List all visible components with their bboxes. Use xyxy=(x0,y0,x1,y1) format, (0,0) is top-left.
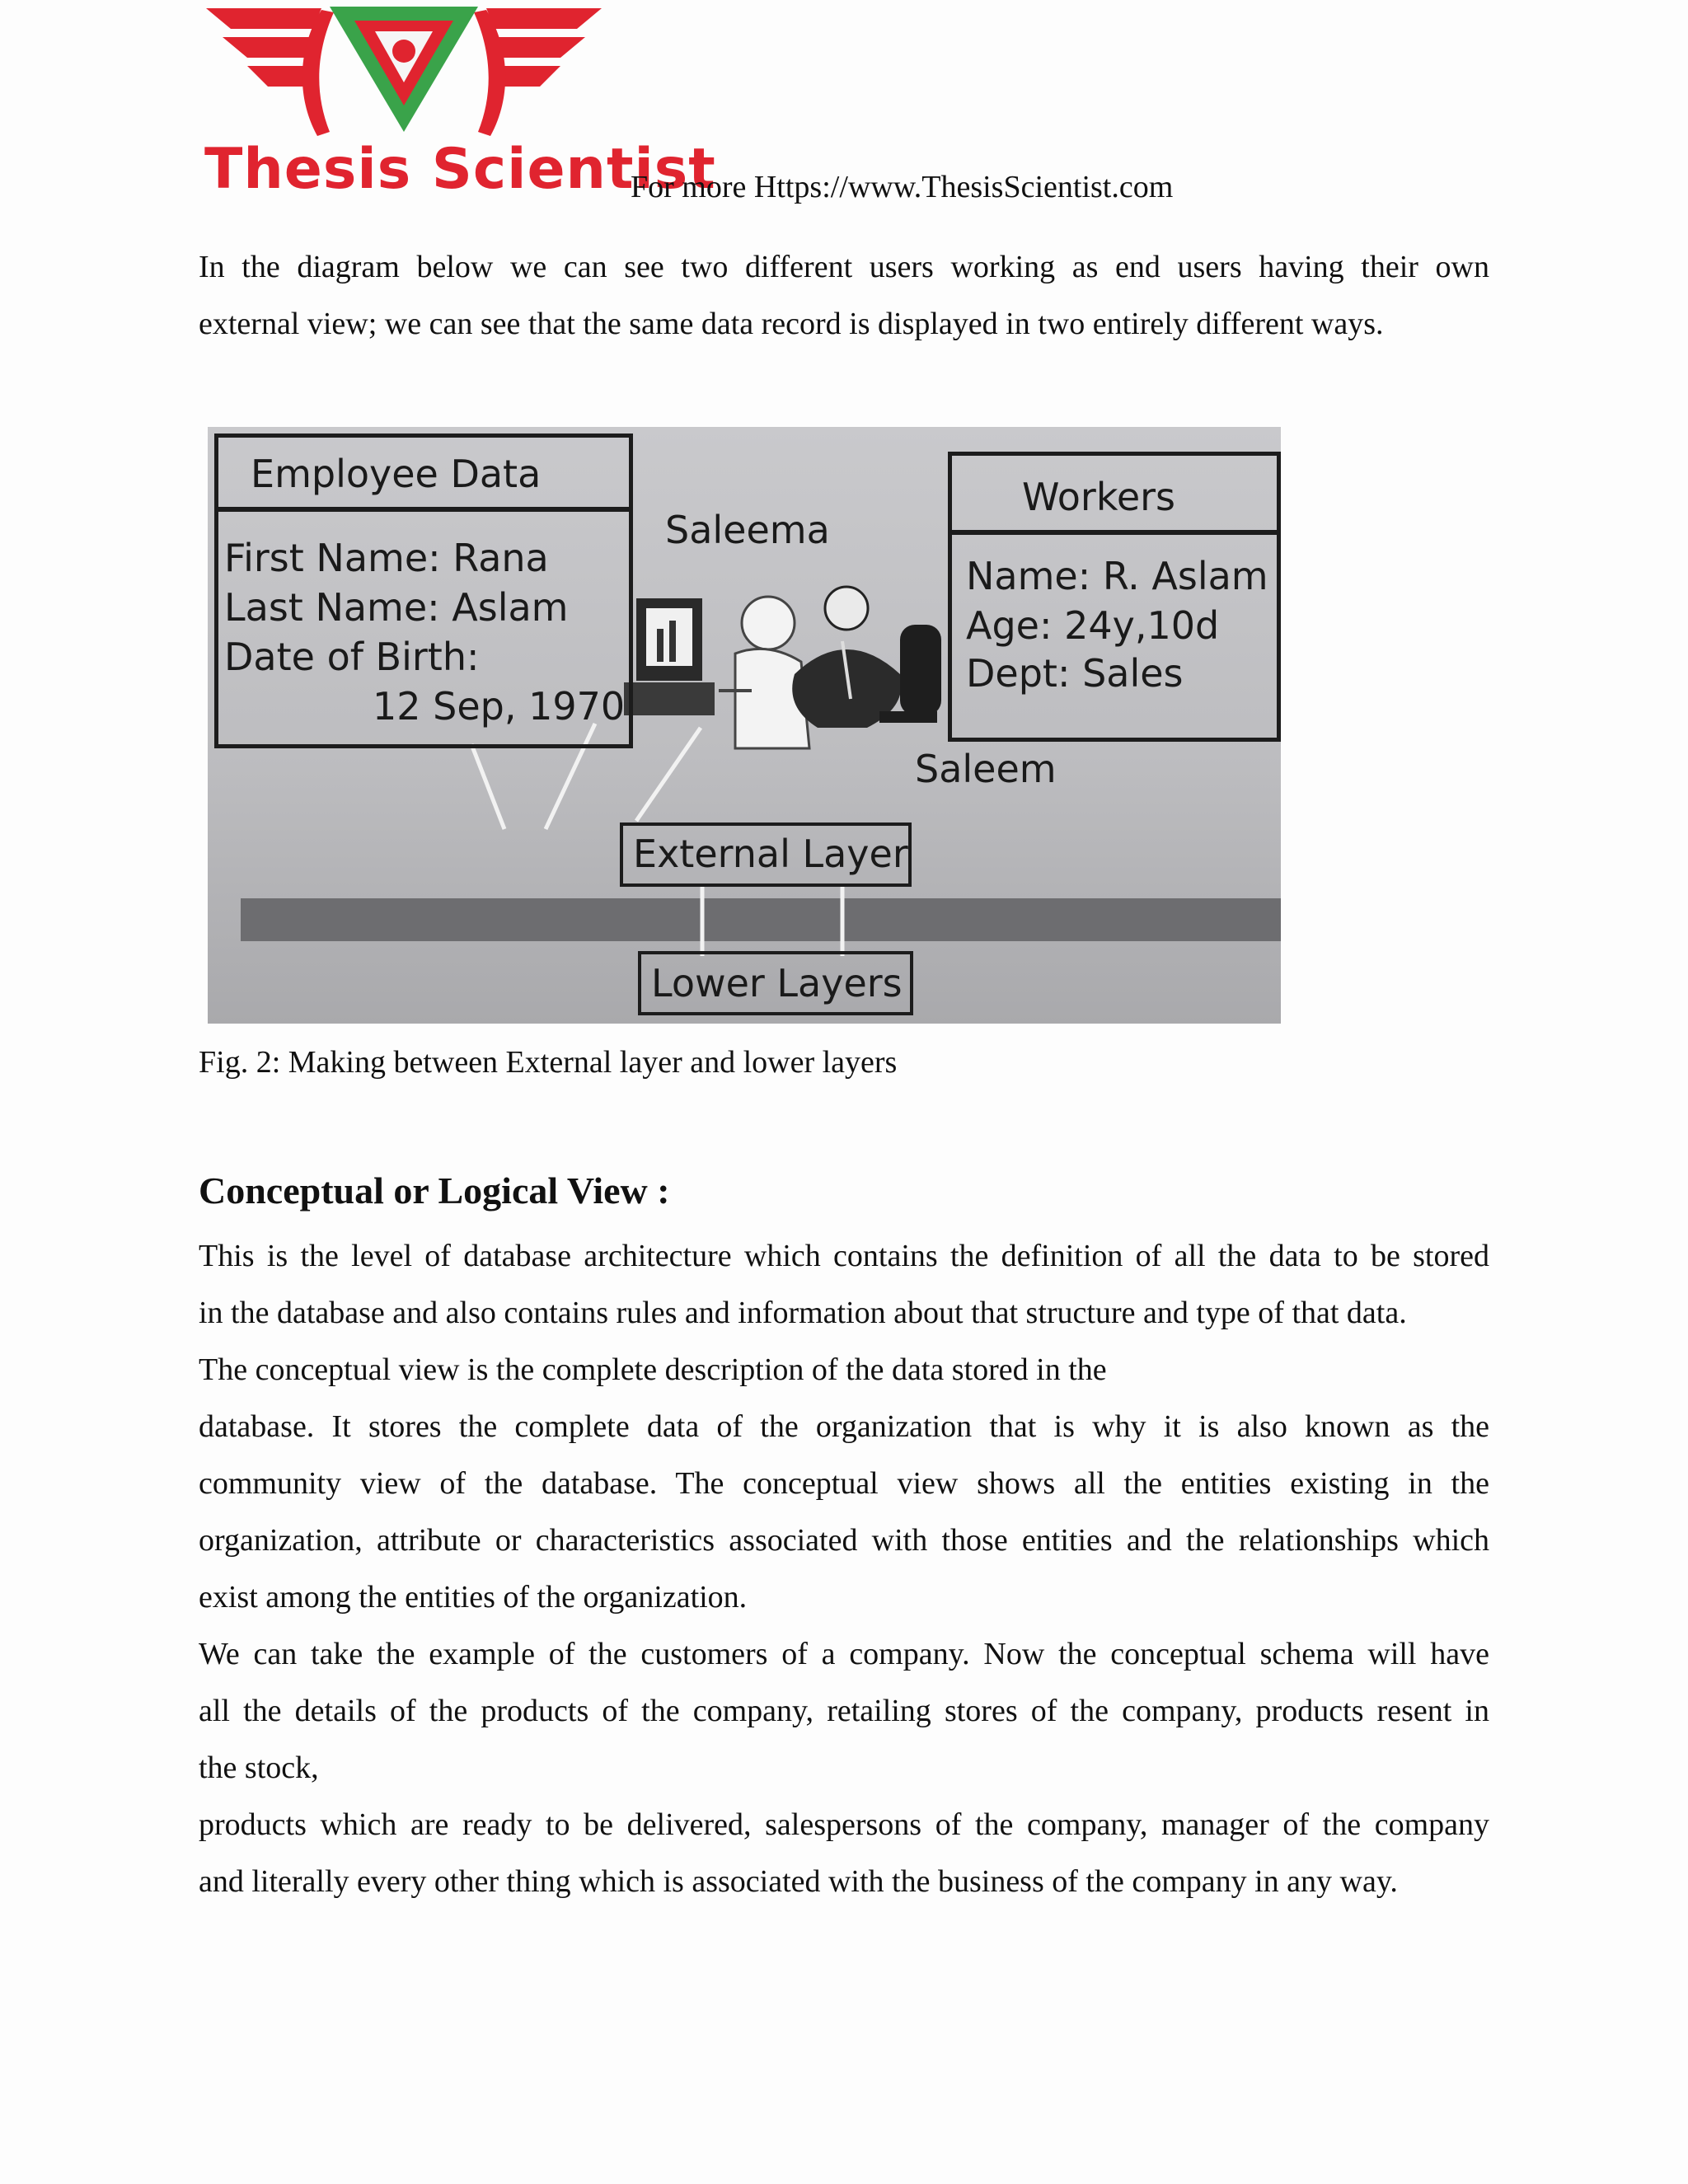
lower-layers-label: Lower Layers xyxy=(651,961,903,1005)
figure-caption: Fig. 2: Making between External layer and lower layers xyxy=(199,1045,898,1080)
body-line: all the details of the products of the company, retailing stores of the company, products resent in xyxy=(199,1694,1489,1728)
workers-title: Workers xyxy=(1022,475,1176,519)
body-line: The conceptual view is the complete description of the data stored in the xyxy=(199,1352,1107,1387)
body-line: This is the level of database architecture which contains the definition of all the data to be stored xyxy=(199,1239,1489,1273)
user-label-saleem: Saleem xyxy=(915,747,1057,791)
workers-dept: Dept: Sales xyxy=(966,651,1184,696)
header-link[interactable]: For more Https://www.ThesisScientist.com xyxy=(631,170,1174,204)
employee-data-title: Employee Data xyxy=(251,452,542,496)
winged-triangle-logo-icon xyxy=(198,0,610,144)
employee-dob-label: Date of Birth: xyxy=(224,635,480,679)
body-line: community view of the database. The conceptual view shows all the entities existing in the xyxy=(199,1466,1489,1501)
man-at-computer-icon xyxy=(792,587,941,728)
body-line: products which are ready to be delivered, salespersons of the company, manager of the company xyxy=(199,1807,1489,1842)
employee-last-name: Last Name: Aslam xyxy=(224,585,569,630)
body-line: and literally every other thing which is associated with the business of the company in any way. xyxy=(199,1864,1398,1899)
body-line: exist among the entities of the organization. xyxy=(199,1580,748,1615)
workers-name: Name: R. Aslam xyxy=(966,554,1268,598)
body-line: the stock, xyxy=(199,1750,319,1785)
body-line: We can take the example of the customers of a company. Now the conceptual schema will have xyxy=(199,1637,1489,1671)
intro-line: In the diagram below we can see two different users working as end users having their own xyxy=(199,250,1489,284)
layer-divider-bar xyxy=(241,898,1281,941)
section-heading: Conceptual or Logical View : xyxy=(199,1169,670,1212)
employee-first-name: First Name: Rana xyxy=(224,536,549,580)
layers-figure xyxy=(208,427,1281,1024)
woman-at-computer-icon xyxy=(624,597,809,748)
body-line: database. It stores the complete data of the organization that is why it is also known as the xyxy=(199,1409,1489,1444)
employee-dob-value: 12 Sep, 1970 xyxy=(373,684,626,729)
user-label-saleema: Saleema xyxy=(665,508,830,552)
workers-age: Age: 24y,10d xyxy=(966,603,1220,648)
body-line: organization, attribute or characteristics associated with those entities and the relationships which xyxy=(199,1523,1489,1558)
brand-name: Thesis Scientist xyxy=(204,137,716,202)
intro-line: external view; we can see that the same data record is displayed in two entirely different ways. xyxy=(199,307,1384,341)
external-layer-label: External Layer xyxy=(633,832,908,876)
body-line: in the database and also contains rules and information about that structure and type of that data. xyxy=(199,1296,1407,1330)
intro-paragraph xyxy=(199,239,1489,353)
conceptual-paragraph xyxy=(199,1228,1489,1910)
